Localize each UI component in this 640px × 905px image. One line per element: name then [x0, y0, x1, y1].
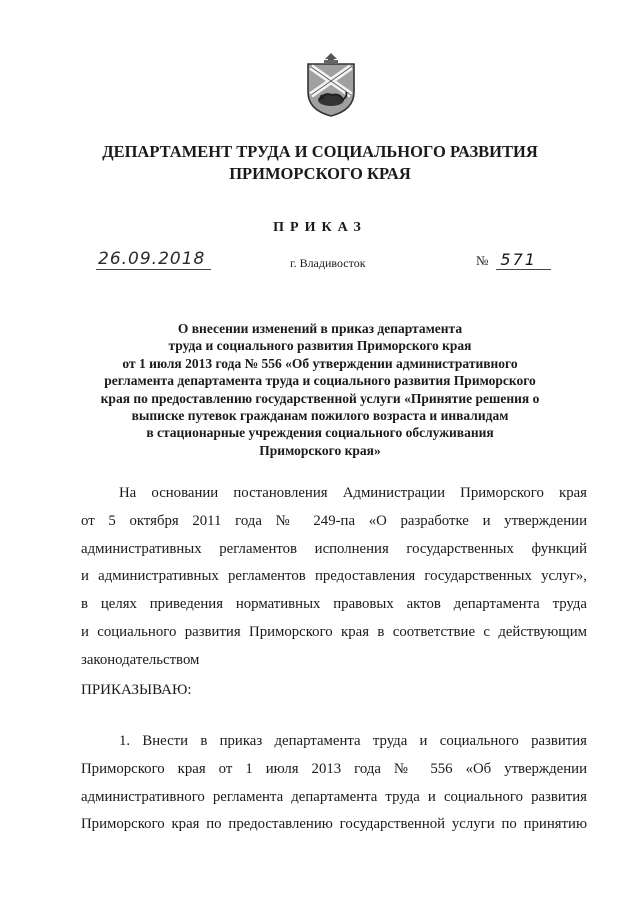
primorsky-krai-coat-of-arms-icon — [302, 50, 360, 118]
paragraph-line: и социального развития Приморского края в соответствие с действующим — [81, 623, 587, 640]
order-date: 26.09.2018 — [96, 249, 211, 270]
department-name-line2: ПРИМОРСКОГО КРАЯ — [229, 164, 411, 183]
preamble-paragraph — [81, 480, 587, 675]
order-number: 571 — [496, 250, 551, 270]
subject-line: выписке путевок гражданам пожилого возраста и инвалидам — [131, 408, 509, 424]
paragraph-line: административных регламентов исполнения государственных функций — [81, 540, 587, 557]
subject-line: регламента департамента труда и социального развития Приморского — [104, 373, 536, 389]
paragraph-line: административного регламента департамента труда и социального развития — [81, 788, 587, 805]
order-title: ПРИКАЗ — [273, 220, 367, 235]
order-number-field — [476, 250, 551, 269]
orders-label: ПРИКАЗЫВАЮ: — [81, 682, 192, 698]
paragraph-line: 1. Внести в приказ департамента труда и социального развития — [119, 733, 587, 749]
subject-line: от 1 июля 2013 года № 556 «Об утверждении административного — [122, 355, 518, 371]
subject-line: Приморского края» — [259, 442, 381, 458]
paragraph-line: и административных регламентов предоставления государственных услуг», — [81, 568, 587, 585]
paragraph-line: от 5 октября 2011 года № 249-па «О разработке и утверждении — [81, 512, 587, 529]
order-city: г. Владивосток — [290, 256, 366, 270]
subject-line: в стационарные учреждения социального обслуживания — [146, 425, 494, 441]
department-name-line1: ДЕПАРТАМЕНТ ТРУДА И СОЦИАЛЬНОГО РАЗВИТИЯ — [102, 142, 538, 161]
subject-line: края по предоставлению государственной услуги «Принятие решения о — [100, 390, 540, 406]
order-item-1 — [81, 728, 587, 839]
paragraph-line: Приморского края от 1 июля 2013 года № 556 «Об утверждении — [81, 760, 587, 777]
paragraph-line: в целях приведения нормативных правовых актов департамента труда — [81, 596, 587, 613]
paragraph-line: законодательством — [81, 651, 200, 668]
number-label: № — [476, 253, 489, 268]
order-subject — [90, 320, 550, 459]
paragraph-line: Приморского края по предоставлению государственной услуги по принятию — [81, 816, 587, 833]
subject-line: труда и социального развития Приморского края — [168, 338, 472, 354]
subject-line: О внесении изменений в приказ департамента — [177, 321, 463, 336]
paragraph-line: На основании постановления Администрации Приморского края — [119, 485, 587, 501]
